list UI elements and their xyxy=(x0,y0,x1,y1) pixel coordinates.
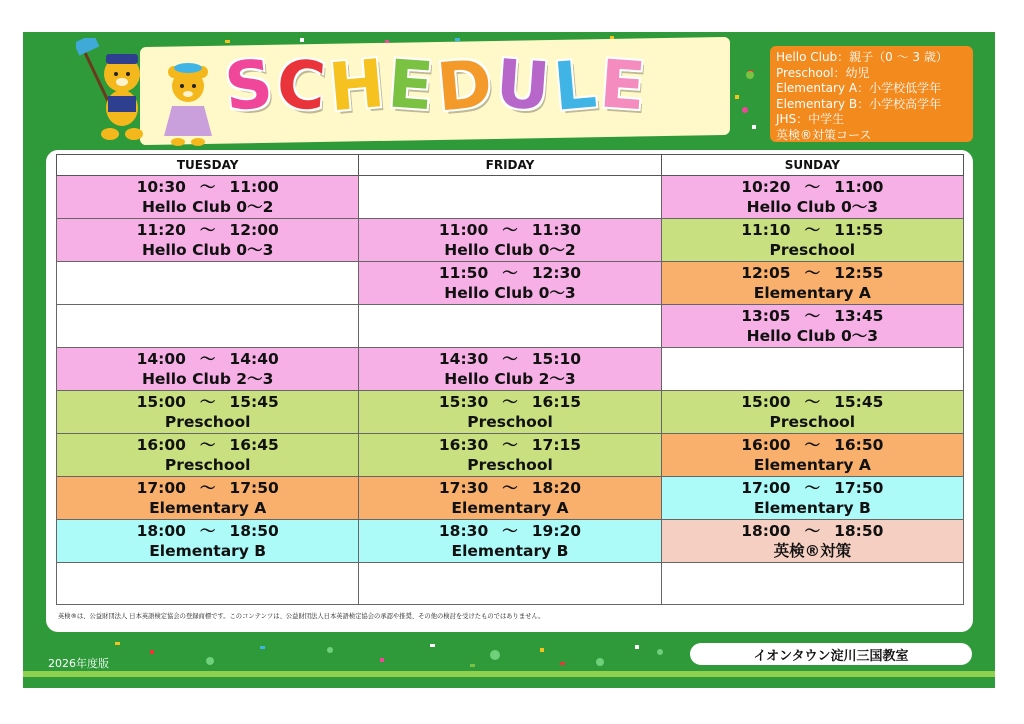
schedule-cell xyxy=(359,520,661,563)
table-row xyxy=(57,391,964,434)
table-row xyxy=(57,305,964,348)
end-time: 11:55 xyxy=(834,221,884,239)
column-header-friday: FRIDAY xyxy=(359,155,661,176)
time-separator: ～ xyxy=(804,479,821,497)
class-label: Hello Club 0～2 xyxy=(444,241,576,259)
end-time: 12:30 xyxy=(531,264,582,282)
class-time xyxy=(662,391,963,412)
legend-line: 英検®対策コース xyxy=(776,127,872,142)
class-label: Elementary B xyxy=(149,542,267,560)
table-row xyxy=(57,176,964,219)
time-separator: ～ xyxy=(199,479,216,497)
class-time xyxy=(662,176,963,197)
schedule-cell xyxy=(57,520,359,563)
start-time: 17:00 xyxy=(741,479,791,497)
course-legend xyxy=(770,46,973,142)
end-time: 17:50 xyxy=(229,479,279,497)
schedule-cell xyxy=(359,391,661,434)
schedule-cell xyxy=(359,477,661,520)
time-separator: ～ xyxy=(804,393,821,411)
time-separator: ～ xyxy=(502,221,518,239)
title-letter: U xyxy=(493,44,557,126)
start-time: 11:00 xyxy=(438,221,489,239)
table-row xyxy=(57,477,964,520)
time-separator: ～ xyxy=(199,178,216,196)
end-time: 18:50 xyxy=(229,522,279,540)
edition-label: 2026年度版 xyxy=(48,657,109,670)
schedule-title xyxy=(221,44,695,126)
schedule-cell xyxy=(661,391,963,434)
start-time: 16:30 xyxy=(438,436,489,454)
table-row xyxy=(57,219,964,262)
header-row xyxy=(57,155,964,176)
start-time: 12:05 xyxy=(741,264,791,282)
table-row xyxy=(57,262,964,305)
start-time: 15:30 xyxy=(438,393,489,411)
schedule-cell xyxy=(359,563,661,605)
bottom-stripe xyxy=(23,671,995,677)
schedule-cell xyxy=(57,305,359,348)
class-time xyxy=(57,520,358,541)
end-time: 11:00 xyxy=(834,178,884,196)
end-time: 18:50 xyxy=(834,522,884,540)
class-label: Hello Club 0～3 xyxy=(141,241,274,259)
class-label: Elementary A xyxy=(753,284,871,302)
bear-girl-mascot-icon xyxy=(160,62,220,147)
time-separator: ～ xyxy=(804,221,821,239)
class-time xyxy=(57,348,358,369)
class-label: Elementary A xyxy=(753,456,871,474)
time-separator: ～ xyxy=(502,264,518,282)
column-header-sunday: SUNDAY xyxy=(661,155,963,176)
time-separator: ～ xyxy=(804,264,821,282)
schedule-cell xyxy=(359,305,661,348)
class-label: Preschool xyxy=(769,241,856,259)
start-time: 11:50 xyxy=(438,264,489,282)
class-label: Preschool xyxy=(467,413,553,431)
title-letter: D xyxy=(434,44,500,126)
class-label: Preschool xyxy=(164,413,251,431)
class-label: Hello Club 0～2 xyxy=(141,198,274,216)
end-time: 16:50 xyxy=(834,436,884,454)
title-letter: C xyxy=(273,44,332,126)
schedule-cell xyxy=(661,305,963,348)
column-header-tuesday: TUESDAY xyxy=(57,155,359,176)
class-label: Preschool xyxy=(164,456,251,474)
table-row xyxy=(57,434,964,477)
class-label: Hello Club 0～3 xyxy=(746,198,879,216)
class-time xyxy=(662,219,963,240)
class-time xyxy=(359,219,660,240)
schedule-cell xyxy=(661,348,963,391)
legend-line: Preschool：幼児 xyxy=(776,65,870,80)
class-time xyxy=(662,305,963,326)
start-time: 18:00 xyxy=(741,522,791,540)
class-time xyxy=(359,520,660,541)
start-time: 16:00 xyxy=(741,436,791,454)
start-time: 14:00 xyxy=(136,350,186,368)
title-letter: E xyxy=(385,44,440,126)
time-separator: ～ xyxy=(199,221,216,239)
end-time: 16:45 xyxy=(229,436,279,454)
end-time: 11:00 xyxy=(229,178,279,196)
start-time: 17:30 xyxy=(438,479,489,497)
schedule-cell xyxy=(359,219,661,262)
time-separator: ～ xyxy=(804,178,821,196)
legend-line: Hello Club：親子（0 ～ 3 歳） xyxy=(776,50,948,64)
schedule-cell xyxy=(661,176,963,219)
class-time xyxy=(662,434,963,455)
title-letter: L xyxy=(550,44,604,126)
schedule-cell xyxy=(57,219,359,262)
class-time xyxy=(662,262,963,283)
class-label: Elementary B xyxy=(451,542,569,560)
end-time: 13:45 xyxy=(834,307,884,325)
class-time xyxy=(57,391,358,412)
start-time: 13:05 xyxy=(741,307,791,325)
time-separator: ～ xyxy=(502,393,518,411)
start-time: 16:00 xyxy=(136,436,186,454)
start-time: 11:10 xyxy=(741,221,791,239)
start-time: 15:00 xyxy=(136,393,186,411)
class-time xyxy=(359,262,660,283)
class-time xyxy=(359,434,660,455)
class-time xyxy=(57,434,358,455)
end-time: 18:20 xyxy=(531,479,582,497)
bear-mascot-icon xyxy=(76,38,151,143)
time-separator: ～ xyxy=(502,522,518,540)
schedule-cell xyxy=(359,176,661,219)
school-name: イオンタウン淀川三国教室 xyxy=(690,643,972,665)
start-time: 14:30 xyxy=(438,350,489,368)
end-time: 14:40 xyxy=(229,350,279,368)
end-time: 11:30 xyxy=(531,221,582,239)
time-separator: ～ xyxy=(199,522,216,540)
end-time: 15:45 xyxy=(229,393,279,411)
legend-line: JHS：中学生 xyxy=(776,112,845,126)
schedule-cell xyxy=(359,262,661,305)
schedule-cell xyxy=(57,391,359,434)
schedule-cell xyxy=(359,348,661,391)
end-time: 17:50 xyxy=(834,479,884,497)
class-label: Elementary B xyxy=(753,499,871,517)
schedule-cell xyxy=(661,477,963,520)
schedule-cell xyxy=(57,262,359,305)
class-time xyxy=(662,520,963,541)
schedule-cell xyxy=(57,563,359,605)
start-time: 10:20 xyxy=(741,178,791,196)
class-label: 英検®対策 xyxy=(773,542,852,560)
time-separator: ～ xyxy=(502,350,518,368)
end-time: 17:15 xyxy=(531,436,582,454)
schedule-table xyxy=(56,154,964,605)
class-label: Hello Club 2～3 xyxy=(444,370,576,388)
class-label: Hello Club 0～3 xyxy=(444,284,576,302)
schedule-cell xyxy=(57,477,359,520)
schedule-cell xyxy=(661,563,963,605)
start-time: 17:00 xyxy=(136,479,186,497)
title-letter: E xyxy=(597,44,652,126)
time-separator: ～ xyxy=(199,350,216,368)
time-separator: ～ xyxy=(804,436,821,454)
time-separator: ～ xyxy=(199,393,216,411)
class-label: Elementary A xyxy=(451,499,569,517)
class-label: Hello Club 0～3 xyxy=(746,327,879,345)
end-time: 19:20 xyxy=(531,522,582,540)
start-time: 10:30 xyxy=(136,178,186,196)
start-time: 11:20 xyxy=(136,221,186,239)
class-time xyxy=(662,477,963,498)
time-separator: ～ xyxy=(199,436,216,454)
class-time xyxy=(359,477,660,498)
start-time: 15:00 xyxy=(741,393,791,411)
time-separator: ～ xyxy=(502,479,518,497)
class-time xyxy=(57,477,358,498)
title-letter: H xyxy=(325,44,392,126)
schedule-cell xyxy=(57,434,359,477)
class-label: Preschool xyxy=(467,456,553,474)
legend-line: Elementary A：小学校低学年 xyxy=(776,81,942,95)
table-row xyxy=(57,563,964,605)
end-time: 15:45 xyxy=(834,393,884,411)
time-separator: ～ xyxy=(502,436,518,454)
schedule-cell xyxy=(661,434,963,477)
schedule-cell xyxy=(661,219,963,262)
trademark-note: 英検®は、公益財団法人 日本英語検定協会の登録商標です。このコンテンツは、公益財団法人日本英語検定協会の承認や推奨、その他の検討を受けたものではありません。 xyxy=(58,613,545,620)
start-time: 18:00 xyxy=(136,522,186,540)
time-separator: ～ xyxy=(804,307,821,325)
schedule-cell xyxy=(661,520,963,563)
legend-line: Elementary B：小学校高学年 xyxy=(776,96,942,111)
table-row xyxy=(57,348,964,391)
schedule-cell xyxy=(57,176,359,219)
start-time: 18:30 xyxy=(438,522,489,540)
class-label: Preschool xyxy=(769,413,856,431)
time-separator: ～ xyxy=(804,522,821,540)
class-time xyxy=(359,348,660,369)
class-label: Hello Club 2～3 xyxy=(141,370,274,388)
table-row xyxy=(57,520,964,563)
schedule-cell xyxy=(359,434,661,477)
end-time: 15:10 xyxy=(531,350,582,368)
schedule-cell xyxy=(57,348,359,391)
class-label: Elementary A xyxy=(149,499,267,517)
end-time: 16:15 xyxy=(531,393,582,411)
schedule-cell xyxy=(661,262,963,305)
class-time xyxy=(359,391,660,412)
end-time: 12:00 xyxy=(229,221,279,239)
end-time: 12:55 xyxy=(834,264,884,282)
class-time xyxy=(57,219,358,240)
class-time xyxy=(57,176,358,197)
title-letter: S xyxy=(221,44,280,126)
